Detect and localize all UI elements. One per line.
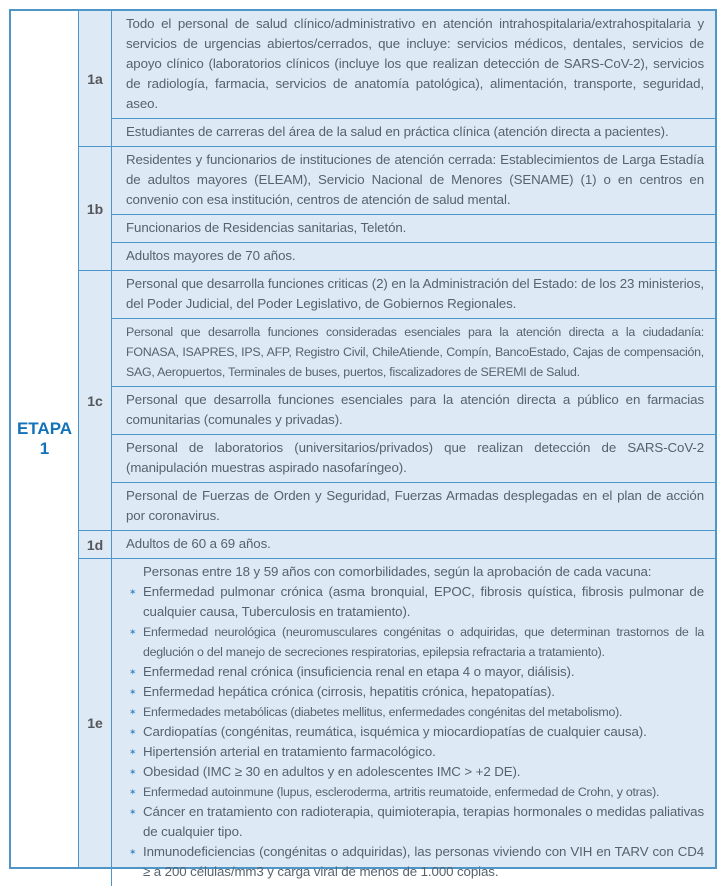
stage-code-1a: 1a: [79, 11, 112, 146]
star-bullet-icon: ✶: [129, 807, 137, 817]
comorbidity-item: [129, 682, 704, 702]
group-1d: [79, 530, 715, 558]
star-bullet-icon: ✶: [129, 847, 137, 857]
stage-label: [17, 419, 72, 459]
comorbidity-item: [129, 582, 704, 622]
comorbidity-item: [129, 782, 704, 802]
group-1b: [79, 146, 715, 270]
comorbidity-item: [129, 762, 704, 782]
comorbidity-text: Cardiopatías (congénitas, reumática, isquémica y miocardiopatías de cualquier causa).: [143, 724, 647, 739]
stage-label-cell: [11, 11, 79, 867]
comorbidity-item: [129, 842, 704, 882]
group-1c-rows: [112, 271, 715, 530]
star-bullet-icon: ✶: [129, 747, 137, 757]
comorbidities-intro: Personas entre 18 y 59 años con comorbilidades, según la aprobación de cada vacuna:: [143, 564, 652, 579]
etapa-1-table: [9, 9, 717, 879]
stage-groups: [79, 11, 715, 879]
criteria-row: Estudiantes de carreras del área de la salud en práctica clínica (atención directa a pacientes).: [112, 118, 715, 146]
star-bullet-icon: ✶: [129, 667, 137, 677]
comorbidity-text: Obesidad (IMC ≥ 30 en adultos y en adolescentes IMC > +2 DE).: [143, 764, 521, 779]
comorbidity-text: Enfermedad neurológica (neuromusculares congénitas o adquiridas, que determinan trastornos de la deglución o del manejo de secreciones respiratorias, epilepsia refractaria a tratamiento).: [143, 625, 704, 659]
comorbidity-text: Hipertensión arterial en tratamiento farmacológico.: [143, 744, 436, 759]
criteria-row: Todo el personal de salud clínico/administrativo en atención intrahospitalaria/​extrahospitalaria y servicios de urgencias abiertos/cerrados, que incluye: servicios médicos, dentales, servicios de apoyo clínico (laboratorios clínicos (incluye los que realizan detección de SARS-CoV-2), servicios de radiología, farmacia, servicios de anatomía patológica), alimentación, transporte, seguridad, aseo.: [126, 16, 704, 111]
comorbidity-item: [129, 702, 704, 722]
group-1a: [79, 11, 715, 146]
group-1e: [79, 558, 715, 886]
criteria-row: Residentes y funcionarios de instituciones de atención cerrada: Establecimientos de Larga Estadía de adultos mayores (ELEAM), Servicio Nacional de Menores (SENAME) (1) o en centros en convenio con esa institución, centros de atención de salud mental.: [126, 152, 704, 207]
group-1c: [79, 270, 715, 530]
criteria-row: Personal de Fuerzas de Orden y Seguridad, Fuerzas Armadas desplegadas en el plan de acción por coronavirus.: [112, 482, 715, 530]
star-bullet-icon: ✶: [129, 787, 137, 797]
stage-code-1b: 1b: [79, 147, 112, 270]
comorbidity-text: Enfermedad autoinmune (lupus, escleroderma, artritis reumatoide, enfermedad de Crohn, y otras).: [143, 785, 660, 799]
star-bullet-icon: ✶: [129, 627, 137, 637]
group-1d-rows: [112, 531, 715, 558]
comorbidity-item: [129, 662, 704, 682]
stage-name: ETAPA: [16, 419, 73, 438]
comorbidity-text: Inmunodeficiencias (congénitas o adquiridas), las personas viviendo con VIH en TARV con CD4 ≥ a 200 células/mm3 y carga viral de menos de 1.000 copias.: [143, 844, 704, 879]
criteria-row: Adultos mayores de 70 años.: [112, 242, 715, 270]
comorbidity-text: Enfermedad renal crónica (insuficiencia renal en etapa 4 o mayor, diálisis).: [143, 664, 575, 679]
comorbidity-item: [129, 802, 704, 842]
criteria-row: Personal que desarrolla funciones criticas (2) en la Administración del Estado: de los 23 ministerios, del Poder Judicial, del Poder Legislativo, de Gobiernos Regionales.: [126, 276, 704, 311]
star-bullet-icon: ✶: [129, 727, 137, 737]
group-1e-rows: [112, 559, 715, 886]
criteria-row: Personal que desarrolla funciones consideradas esenciales para la atención directa a la ciudadanía: FONASA, ISAPRES, IPS, AFP, Registro Civil, ChileAtiende, Compín, BancoEstado, Cajas de compensación, SAG, Aeropuertos, Terminales de buses, puertos, fiscalizadores de SEREMI de Salud.: [112, 318, 715, 386]
star-bullet-icon: ✶: [129, 767, 137, 777]
comorbidity-item: [129, 622, 704, 662]
comorbidity-text: Cáncer en tratamiento con radioterapia, quimioterapia, terapias hormonales o medidas paliativas de cualquier tipo.: [143, 804, 704, 839]
star-bullet-icon: ✶: [129, 707, 137, 717]
comorbidity-item: [129, 722, 704, 742]
criteria-row: Adultos de 60 a 69 años.: [126, 536, 271, 551]
group-1a-rows: [112, 11, 715, 146]
criteria-row: Personal que desarrolla funciones esenciales para la atención directa a público en farmacias comunitarias (comunales y privadas).: [112, 386, 715, 434]
group-1b-rows: [112, 147, 715, 270]
comorbidity-text: Enfermedad pulmonar crónica (asma bronquial, EPOC, fibrosis quística, fibrosis pulmonar de cualquier causa, Tuberculosis en tratamiento).: [143, 584, 704, 619]
comorbidities-cell: [112, 559, 715, 886]
comorbidity-text: Enfermedades metabólicas (diabetes mellitus, enfermedades congénitas del metabolismo).: [143, 705, 623, 719]
star-bullet-icon: ✶: [129, 587, 137, 597]
comorbidity-item: [129, 742, 704, 762]
stage-code-1d: 1d: [79, 531, 112, 558]
stage-number: 1: [39, 439, 50, 458]
stage-code-1e: 1e: [79, 559, 112, 886]
stage-code-1c: 1c: [79, 271, 112, 530]
criteria-row: Personal de laboratorios (universitarios/privados) que realizan detección de SARS-CoV-2 (manipulación muestras aspirado nasofaríngeo).: [112, 434, 715, 482]
star-bullet-icon: ✶: [129, 687, 137, 697]
criteria-row: Funcionarios de Residencias sanitarias, Teletón.: [112, 214, 715, 242]
comorbidity-text: Enfermedad hepática crónica (cirrosis, hepatitis crónica, hepatopatías).: [143, 684, 555, 699]
